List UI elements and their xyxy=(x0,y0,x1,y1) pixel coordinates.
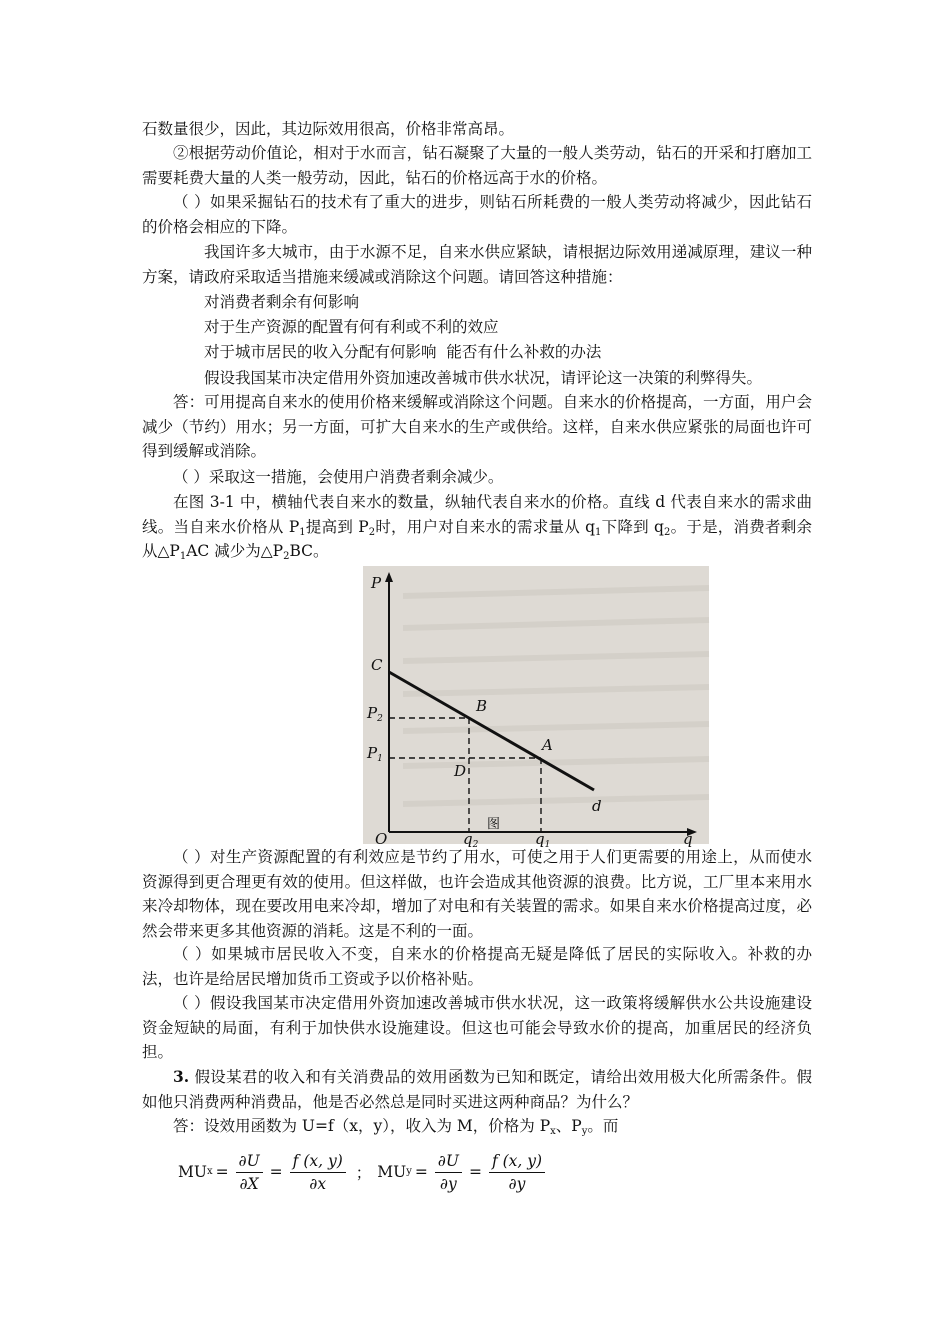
axis-q-label: q xyxy=(683,830,693,848)
answer-paragraph: 答：可用提高自来水的使用价格来缓解或消除这个问题。自来水的价格提高，一方面，用户会减少（节约）用水；另一方面，可扩大自来水的生产或供给。这样，自来水供应紧张的局面也许可得到缓解或消除。 xyxy=(142,393,812,460)
paragraph: 在图 3-1 中，横轴代表自来水的数量，纵轴代表自来水的价格。直线 d 代表自来水的需求曲线。当自来水价格从 $P_1$提高到 $P_2$时，用户对自来水的需求量从 $q_1$下降到 $q_2$。于是，消费者剩余从$\triangle P_1AC$ 减少为$\triangle P_2BC$。 xyxy=(142,493,813,562)
axis-p-label: P xyxy=(371,574,382,592)
question-item: 假设我国某市决定借用外资加速改善城市供水状况，请评论这一决策的利弊得失。 xyxy=(204,369,763,387)
question-item: 对于生产资源的配置有何有利或不利的效应 xyxy=(204,318,499,336)
paragraph: ②根据劳动价值论，相对于水而言，钻石凝聚了大量的一般人类劳动，钻石的开采和打磨加工需要耗费大量的人类一般劳动，因此，钻石的价格远高于水的价格。 xyxy=(142,144,812,187)
paragraph: （ ）如果采掘钻石的技术有了重大的进步，则钻石所耗费的一般人类劳动将减少，因此钻石的价格会相应的下降。 xyxy=(142,193,812,236)
paragraph: （ ）采取这一措施，会使用户消费者剩余减少。 xyxy=(173,468,504,486)
y-axis-arrow xyxy=(385,572,393,582)
q1-label: $q_1$ xyxy=(535,830,551,850)
demand-curve-figure xyxy=(363,566,709,850)
question-item: 对于城市居民的收入分配有何影响 能否有什么补救的办法 xyxy=(204,343,602,361)
p1-label: $P_1$ xyxy=(367,744,383,764)
point-c-label: C xyxy=(371,656,383,674)
paragraph: 石数量很少，因此，其边际效用很高，价格非常高昂。 xyxy=(142,120,515,138)
question-number: 3. xyxy=(173,1067,190,1086)
point-d-label: D xyxy=(454,762,467,780)
question-3: 3. 假设某君的收入和有关消费品的效用函数为已知和既定，请给出效用极大化所需条件。假如他只消费两种消费品，他是否必然总是同时买进这两种商品？为什么？ xyxy=(142,1067,812,1111)
marginal-utility-formula: MU x = $\frac{\partial U}{\partial X}$ = $\frac{f (x, y)}{\partial x}$ ； MU y = $\frac{\partial U}{\partial y}$ = $\frac{f (x, y)}{\partial y}$ xyxy=(178,1147,549,1197)
paragraph: 我国许多大城市，由于水源不足，自来水供应紧缺，请根据边际效用递减原理，建议一种方案，请政府采取适当措施来缓减或消除这个问题。请回答这种措施： xyxy=(142,243,812,286)
curve-d-label: d xyxy=(592,797,602,815)
paragraph: （ ）假设我国某市决定借用外资加速改善城市供水状况，这一政策将缓解供水公共设施建设资金短缺的局面，有利于加快供水设施建设。但这也可能会导致水价的提高，加重居民的经济负担。 xyxy=(142,994,812,1061)
figure-caption: 图 xyxy=(487,817,501,832)
point-b-label: B xyxy=(476,697,488,715)
paragraph: （ ）如果城市居民收入不变，自来水的价格提高无疑是降低了居民的实际收入。补救的办法，也许是给居民增加货币工资或予以价格补贴。 xyxy=(142,945,812,988)
point-a-label: A xyxy=(542,736,553,754)
origin-label: O xyxy=(375,830,388,848)
question-item: 对消费者剩余有何影响 xyxy=(204,293,360,311)
paragraph: （ ）对生产资源配置的有利效应是节约了用水，可使之用于人们更需要的用途上，从而使水资源得到更合理更有效的使用。但这样做，也许会造成其他资源的浪费。比方说，工厂里本来用水来冷却物体，现在要改用电来冷却，增加了对电和有关装置的需求。如果自来水价格提高过度，必然会带来更多其他资源的消耗。这是不利的一面。 xyxy=(142,848,812,940)
answer-paragraph: 答：设效用函数为 U=f（x，y），收入为 M，价格为 $P_x$、$P_y$。而 xyxy=(173,1117,619,1137)
p2-label: $P_2$ xyxy=(367,704,383,724)
q2-label: $q_2$ xyxy=(463,830,479,850)
